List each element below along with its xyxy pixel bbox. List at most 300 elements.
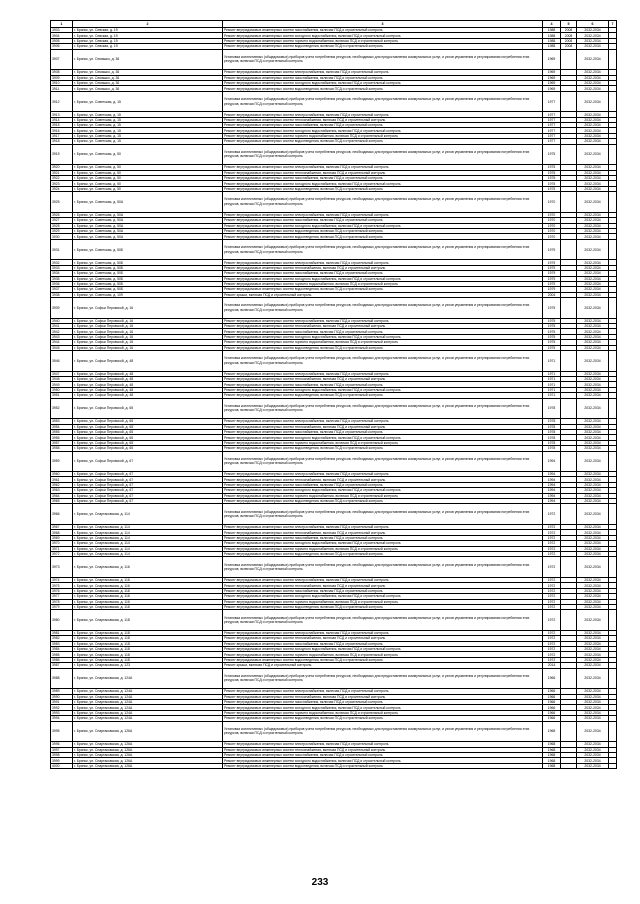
row-address: г. Брянск, ул. Софьи Перовской, д. 65 xyxy=(73,440,223,445)
row-planned-period: 2032-2034 xyxy=(577,186,609,191)
row-planned-period: 2032-2034 xyxy=(577,75,609,80)
row-year: 1994 xyxy=(543,482,561,487)
row-number: 3924 xyxy=(51,186,73,191)
row-planned-period: 2032-2034 xyxy=(577,139,609,144)
row-address: г. Брянск, ул. Спартаковская, д. 124А xyxy=(73,705,223,710)
row-address: г. Брянск, ул. Спартаковская, д. 118 xyxy=(73,657,223,662)
row-address: г. Брянск, ул. Софьи Перовской, д. 65 xyxy=(73,446,223,451)
row-number: 3972 xyxy=(51,551,73,556)
row-planned-period: 2032-2034 xyxy=(577,170,609,175)
row-work-type: Ремонт внутридомовых инженерных систем водоотведения, включая ПСД и строительный контроль xyxy=(223,86,543,91)
row-year: 1969 xyxy=(543,70,561,75)
row-number: 3910 xyxy=(51,80,73,85)
row-number: 3983 xyxy=(51,641,73,646)
row-address: г. Брянск, ул. Софьи Перовской, д. 48 xyxy=(73,351,223,372)
header-col-6: 6 xyxy=(577,21,609,28)
row-work-type: Ремонт внутридомовых инженерных систем теплоснабжения, включая ПСД и строительный контроль xyxy=(223,424,543,429)
row-planned-period: 2032-2034 xyxy=(577,583,609,588)
row-number: 3986 xyxy=(51,657,73,662)
row-extra xyxy=(609,504,617,525)
row-planned-period: 2032-2034 xyxy=(577,276,609,281)
row-work-type: Ремонт внутридомовых инженерных систем газоснабжения, включая ПСД и строительный контроль xyxy=(223,75,543,80)
row-year: 1972 xyxy=(543,551,561,556)
row-year: 1975 xyxy=(543,176,561,181)
row-year: 1988 xyxy=(543,28,561,33)
row-year: 1978 xyxy=(543,398,561,419)
row-work-type: Ремонт внутридомовых инженерных систем газоснабжения, включая ПСД и строительный контроль xyxy=(223,218,543,223)
row-work-type: Установка коллективных (общедомовых) приборов учета потребления ресурсов, необходимых для предоставления коммунальных услуг, и узлов управления и регулирования потребления этих ресурсов, включая ПСД и строительный контроль xyxy=(223,451,543,472)
row-planned-period: 2032-2034 xyxy=(577,329,609,334)
row-work-type: Ремонт внутридомовых инженерных систем теплоснабжения, включая ПСД и строительный контроль xyxy=(223,694,543,699)
row-number: 3977 xyxy=(51,594,73,599)
row-work-type: Установка коллективных (общедомовых) приборов учета потребления ресурсов, необходимых для предоставления коммунальных услуг, и узлов управления и регулирования потребления этих ресурсов, включая ПСД и строительный контроль xyxy=(223,610,543,631)
row-address: г. Брянск, ул. Советская, д. 50Б xyxy=(73,287,223,292)
row-planned-period: 2032-2034 xyxy=(577,694,609,699)
row-extra xyxy=(609,557,617,578)
row-planned-period: 2032-2034 xyxy=(577,499,609,504)
row-address: г. Брянск, ул. Советская, д. 50Б xyxy=(73,281,223,286)
row-number: 3988 xyxy=(51,668,73,689)
row-planned-period: 2032-2034 xyxy=(577,599,609,604)
row-number: 3915 xyxy=(51,123,73,128)
row-number: 3920 xyxy=(51,165,73,170)
row-year: 1975 xyxy=(543,186,561,191)
row-planned-period: 2032-2034 xyxy=(577,546,609,551)
row-planned-period: 2032-2034 xyxy=(577,281,609,286)
row-planned-period: 2032-2034 xyxy=(577,324,609,329)
row-number: 3941 xyxy=(51,324,73,329)
row-address: г. Брянск, ул. Советская, д. 50 xyxy=(73,170,223,175)
row-number: 3998 xyxy=(51,752,73,757)
row-work-type: Ремонт внутридомовых инженерных систем электроснабжения, включая ПСД и строительный контроль xyxy=(223,577,543,582)
row-address: г. Брянск, ул. Советская, д. 50Б xyxy=(73,276,223,281)
row-year: 1994 xyxy=(543,499,561,504)
row-work-type: Установка коллективных (общедомовых) приборов учета потребления ресурсов, необходимых для предоставления коммунальных услуг, и узлов управления и регулирования потребления этих ресурсов, включая ПСД и строительный контроль xyxy=(223,504,543,525)
row-year: 1971 xyxy=(543,377,561,382)
row-work-type: Установка коллективных (общедомовых) приборов учета потребления ресурсов, необходимых для предоставления коммунальных услуг, и узлов управления и регулирования потребления этих ресурсов, включая ПСД и строительный контроль xyxy=(223,351,543,372)
row-year: 1972 xyxy=(543,546,561,551)
row-address: г. Брянск, ул. Советская, д. 15 xyxy=(73,139,223,144)
row-number: 3925 xyxy=(51,192,73,213)
row-work-type: Установка коллективных (общедомовых) приборов учета потребления ресурсов, необходимых для предоставления коммунальных услуг, и узлов управления и регулирования потребления этих ресурсов, включая ПСД и строительный контроль xyxy=(223,668,543,689)
row-year: 1979 xyxy=(543,239,561,260)
row-planned-period: 2032-2034 xyxy=(577,604,609,609)
row-planned-period: 2032-2034 xyxy=(577,133,609,138)
row-address: г. Брянск, ул. Советская, д. 15 xyxy=(73,112,223,117)
row-address: г. Брянск, ул. Спартаковская, д. 124А xyxy=(73,700,223,705)
row-year: 1971 xyxy=(543,351,561,372)
row-planned-period: 2032-2034 xyxy=(577,38,609,43)
row-planned-period: 2032-2034 xyxy=(577,340,609,345)
row-planned-period: 2032-2034 xyxy=(577,742,609,747)
row-extra xyxy=(609,451,617,472)
row-number: 3957 xyxy=(51,440,73,445)
row-address: г. Брянск, ул. Софьи Перовской, д. 67 xyxy=(73,499,223,504)
row-address: г. Брянск, ул. Софьи Перовской, д. 67 xyxy=(73,493,223,498)
row-last-repair-year xyxy=(561,398,577,419)
row-work-type: Ремонт внутридомовых инженерных систем теплоснабжения, включая ПСД и строительный контроль xyxy=(223,170,543,175)
row-address: г. Брянск, ул. Спартаковская, д. 124А xyxy=(73,710,223,715)
row-planned-period: 2032-2034 xyxy=(577,298,609,319)
table-header-row xyxy=(51,21,617,28)
row-last-repair-year xyxy=(561,49,577,70)
row-address: г. Брянск, ул. Софьи Перовской, д. 16 xyxy=(73,340,223,345)
row-year: 1978 xyxy=(543,435,561,440)
row-year: 1972 xyxy=(543,588,561,593)
row-address: г. Брянск, ул. Софьи Перовской, д. 67 xyxy=(73,472,223,477)
row-work-type: Ремонт внутридомовых инженерных систем холодного водоснабжения, включая ПСД и строительный контроль xyxy=(223,334,543,339)
row-work-type: Ремонт внутридомовых инженерных систем горячего водоснабжения, включая ПСД и строительный контроль xyxy=(223,38,543,43)
row-year: 1971 xyxy=(543,382,561,387)
table-row xyxy=(51,398,617,419)
row-planned-period: 2032-2034 xyxy=(577,382,609,387)
row-work-type: Установка коллективных (общедомовых) приборов учета потребления ресурсов, необходимых для предоставления коммунальных услуг, и узлов управления и регулирования потребления этих ресурсов, включая ПСД и строительный контроль xyxy=(223,557,543,578)
row-address: г. Брянск, ул. Советская, д. 109 xyxy=(73,292,223,297)
row-year: 1972 xyxy=(543,657,561,662)
row-work-type: Ремонт внутридомовых инженерных систем электроснабжения, включая ПСД и строительный контроль xyxy=(223,70,543,75)
row-year: 1972 xyxy=(543,577,561,582)
row-address: г. Брянск, ул. Софьи Перовской, д. 65 xyxy=(73,429,223,434)
row-planned-period: 2032-2034 xyxy=(577,588,609,593)
row-number: 3954 xyxy=(51,424,73,429)
row-planned-period: 2032-2034 xyxy=(577,223,609,228)
row-planned-period: 2032-2034 xyxy=(577,636,609,641)
row-address: г. Брянск, ул. Советская, д. 50А xyxy=(73,223,223,228)
row-extra xyxy=(609,351,617,372)
row-year: 1978 xyxy=(543,440,561,445)
row-year: 1988 xyxy=(543,44,561,49)
row-number: 3922 xyxy=(51,176,73,181)
row-planned-period: 2032-2034 xyxy=(577,49,609,70)
row-planned-period: 2032-2034 xyxy=(577,758,609,763)
row-year: 1977 xyxy=(543,133,561,138)
row-number: 3982 xyxy=(51,636,73,641)
row-work-type: Ремонт внутридомовых инженерных систем электроснабжения, включая ПСД и строительный контроль xyxy=(223,165,543,170)
row-address: г. Брянск, ул. Спартаковская, д. 118 xyxy=(73,630,223,635)
row-year: 1977 xyxy=(543,112,561,117)
row-year: 1972 xyxy=(543,636,561,641)
row-planned-period: 2032-2034 xyxy=(577,477,609,482)
row-planned-period: 2032-2034 xyxy=(577,181,609,186)
row-number: 3960 xyxy=(51,472,73,477)
row-address: г. Брянск, ул. Спартаковская, д. 114 xyxy=(73,535,223,540)
row-planned-period: 2032-2034 xyxy=(577,234,609,239)
row-number: 3945 xyxy=(51,345,73,350)
row-work-type: Ремонт внутридомовых инженерных систем газоснабжения, включая ПСД и строительный контроль xyxy=(223,482,543,487)
row-number: 3912 xyxy=(51,91,73,112)
row-work-type: Ремонт внутридомовых инженерных систем газоснабжения, включая ПСД и строительный контроль xyxy=(223,535,543,540)
row-work-type: Установка коллективных (общедомовых) приборов учета потребления ресурсов, необходимых для предоставления коммунальных услуг, и узлов управления и регулирования потребления этих ресурсов, включая ПСД и строительный контроль xyxy=(223,298,543,319)
row-number: 3928 xyxy=(51,223,73,228)
document-page xyxy=(50,20,616,769)
row-address: г. Брянск, ул. Софьи Перовской, д. 48 xyxy=(73,377,223,382)
row-number: 3991 xyxy=(51,700,73,705)
row-planned-period: 2032-2034 xyxy=(577,763,609,768)
row-address: г. Брянск, ул. Советская, д. 50А xyxy=(73,228,223,233)
row-year: 1994 xyxy=(543,493,561,498)
row-work-type: Ремонт внутридомовых инженерных систем электроснабжения, включая ПСД и строительный контроль xyxy=(223,371,543,376)
row-extra xyxy=(609,763,617,768)
row-planned-period: 2032-2034 xyxy=(577,345,609,350)
row-number: 3976 xyxy=(51,588,73,593)
row-planned-period: 2032-2034 xyxy=(577,318,609,323)
row-work-type: Ремонт внутридомовых инженерных систем горячего водоснабжения, включая ПСД и строительный контроль xyxy=(223,133,543,138)
row-number: 3978 xyxy=(51,599,73,604)
row-number: 3985 xyxy=(51,652,73,657)
page-number: 233 xyxy=(311,877,329,888)
row-number: 3955 xyxy=(51,429,73,434)
row-work-type: Ремонт внутридомовых инженерных систем теплоснабжения, включая ПСД и строительный контроль xyxy=(223,377,543,382)
row-year: 1972 xyxy=(543,504,561,525)
row-year: 1975 xyxy=(543,165,561,170)
row-number: 3949 xyxy=(51,382,73,387)
row-number: 3935 xyxy=(51,276,73,281)
row-address: г. Брянск, ул. Спартаковская, д. 114 xyxy=(73,525,223,530)
row-address: г. Брянск, ул. Софьи Перовской, д. 67 xyxy=(73,488,223,493)
row-work-type: Ремонт внутридомовых инженерных систем газоснабжения, включая ПСД и строительный контроль xyxy=(223,28,543,33)
row-address: г. Брянск, ул. Софьи Перовской, д. 16 xyxy=(73,345,223,350)
row-work-type: Ремонт внутридомовых инженерных систем водоотведения, включая ПСД и строительный контроль xyxy=(223,716,543,721)
row-work-type: Ремонт внутридомовых инженерных систем газоснабжения, включая ПСД и строительный контроль xyxy=(223,382,543,387)
row-number: 3933 xyxy=(51,265,73,270)
row-work-type: Ремонт внутридомовых инженерных систем горячего водоснабжения, включая ПСД и строительный контроль xyxy=(223,493,543,498)
row-work-type: Ремонт внутридомовых инженерных систем холодного водоснабжения, включая ПСД и строительный контроль xyxy=(223,705,543,710)
row-work-type: Ремонт внутридомовых инженерных систем водоотведения, включая ПСД и строительный контроль xyxy=(223,604,543,609)
row-last-repair-year xyxy=(561,451,577,472)
row-number: 3916 xyxy=(51,128,73,133)
row-address: г. Брянск, ул. Спартаковская, д. 116 xyxy=(73,604,223,609)
row-number: 3918 xyxy=(51,139,73,144)
row-year: 1994 xyxy=(543,451,561,472)
row-year: 1972 xyxy=(543,530,561,535)
row-planned-period: 2032-2034 xyxy=(577,488,609,493)
row-extra xyxy=(609,192,617,213)
row-planned-period: 2032-2034 xyxy=(577,212,609,217)
row-extra xyxy=(609,298,617,319)
row-planned-period: 2032-2034 xyxy=(577,535,609,540)
row-address: г. Брянск, ул. Советская, д. 15 xyxy=(73,128,223,133)
row-year: 1972 xyxy=(543,535,561,540)
row-work-type: Ремонт внутридомовых инженерных систем холодного водоснабжения, включая ПСД и строительный контроль xyxy=(223,80,543,85)
row-work-type: Ремонт внутридомовых инженерных систем водоотведения, включая ПСД и строительный контроль xyxy=(223,345,543,350)
row-year: 1966 xyxy=(543,700,561,705)
row-last-repair-year xyxy=(561,192,577,213)
row-planned-period: 2032-2034 xyxy=(577,689,609,694)
row-year: 1977 xyxy=(543,128,561,133)
row-work-type: Ремонт внутридомовых инженерных систем электроснабжения, включая ПСД и строительный контроль xyxy=(223,472,543,477)
row-number: 3943 xyxy=(51,334,73,339)
table-row xyxy=(51,668,617,689)
row-number: 3999 xyxy=(51,758,73,763)
row-number: 3997 xyxy=(51,747,73,752)
row-last-repair-year xyxy=(561,144,577,165)
row-work-type: Ремонт внутридомовых инженерных систем теплоснабжения, включая ПСД и строительный контроль xyxy=(223,747,543,752)
row-work-type: Ремонт внутридомовых инженерных систем электроснабжения, включая ПСД и строительный контроль xyxy=(223,260,543,265)
row-work-type: Ремонт внутридомовых инженерных систем водоотведения, включая ПСД и строительный контроль xyxy=(223,186,543,191)
row-year: 1979 xyxy=(543,281,561,286)
row-number: 3970 xyxy=(51,541,73,546)
row-planned-period: 2032-2034 xyxy=(577,541,609,546)
row-number: 3987 xyxy=(51,663,73,668)
row-address: г. Брянск, ул. Советская, д. 50 xyxy=(73,176,223,181)
row-year: 1970 xyxy=(543,212,561,217)
row-number: 3993 xyxy=(51,710,73,715)
row-planned-period: 2032-2034 xyxy=(577,440,609,445)
capital-repair-table xyxy=(50,20,617,769)
row-last-repair-year xyxy=(561,504,577,525)
header-col-1: 1 xyxy=(51,21,73,28)
row-planned-period: 2032-2034 xyxy=(577,663,609,668)
row-planned-period: 2032-2034 xyxy=(577,557,609,578)
row-work-type: Ремонт внутридомовых инженерных систем газоснабжения, включая ПСД и строительный контроль xyxy=(223,641,543,646)
row-year: 1979 xyxy=(543,260,561,265)
row-year: 1975 xyxy=(543,144,561,165)
row-year: 1971 xyxy=(543,387,561,392)
row-number: 3995 xyxy=(51,721,73,742)
table-row xyxy=(51,504,617,525)
row-address: г. Брянск, ул. Спартаковская, д. 114 xyxy=(73,504,223,525)
row-year: 1968 xyxy=(543,721,561,742)
row-address: г. Брянск, ул. Спартаковская, д. 116 xyxy=(73,588,223,593)
row-year: 1977 xyxy=(543,123,561,128)
row-planned-period: 2032-2034 xyxy=(577,721,609,742)
row-number: 3914 xyxy=(51,117,73,122)
row-year: 1970 xyxy=(543,192,561,213)
row-address: г. Брянск, ул. Софьи Перовской, д. 48 xyxy=(73,371,223,376)
row-address: г. Брянск, ул. Спартаковская, д. 118 xyxy=(73,647,223,652)
row-planned-period: 2032-2034 xyxy=(577,472,609,477)
row-number: 3959 xyxy=(51,451,73,472)
row-work-type: Ремонт внутридомовых инженерных систем холодного водоснабжения, включая ПСД и строительный контроль xyxy=(223,541,543,546)
row-address: г. Брянск, ул. Софьи Перовской, д. 16 xyxy=(73,318,223,323)
row-year: 1972 xyxy=(543,652,561,657)
row-last-repair-year: 2008 xyxy=(561,44,577,49)
row-address: г. Брянск, ул. Софьи Перовской, д. 67 xyxy=(73,451,223,472)
row-planned-period: 2032-2034 xyxy=(577,80,609,85)
row-planned-period: 2032-2034 xyxy=(577,610,609,631)
row-work-type: Ремонт внутридомовых инженерных систем горячего водоснабжения, включая ПСД и строительный контроль xyxy=(223,281,543,286)
header-col-5: 5 xyxy=(561,21,577,28)
row-planned-period: 2032-2034 xyxy=(577,112,609,117)
row-planned-period: 2032-2034 xyxy=(577,577,609,582)
row-work-type: Ремонт внутридомовых инженерных систем холодного водоснабжения, включая ПСД и строительный контроль xyxy=(223,223,543,228)
row-work-type: Установка коллективных (общедомовых) приборов учета потребления ресурсов, необходимых для предоставления коммунальных услуг, и узлов управления и регулирования потребления этих ресурсов, включая ПСД и строительный контроль xyxy=(223,49,543,70)
row-address: г. Брянск, ул. Спартаковская, д. 114 xyxy=(73,551,223,556)
table-row xyxy=(51,610,617,631)
row-address: г. Брянск, ул. Спартаковская, д. 116 xyxy=(73,594,223,599)
row-planned-period: 2032-2034 xyxy=(577,271,609,276)
row-extra xyxy=(609,610,617,631)
row-address: г. Брянск, ул. Спартаковская, д. 124А xyxy=(73,694,223,699)
row-extra xyxy=(609,144,617,165)
row-work-type: Ремонт внутридомовых инженерных систем водоотведения, включая ПСД и строительный контроль xyxy=(223,287,543,292)
row-year: 1972 xyxy=(543,604,561,609)
header-col-4: 4 xyxy=(543,21,561,28)
row-address: г. Брянск, ул. Софьи Перовской, д. 48 xyxy=(73,387,223,392)
row-last-repair-year xyxy=(561,239,577,260)
row-number: 3974 xyxy=(51,577,73,582)
row-address: г. Брянск, ул. Спартаковская, д. 124А xyxy=(73,716,223,721)
row-address: г. Брянск, ул. Софьи Перовской, д. 16 xyxy=(73,324,223,329)
row-address: г. Брянск, ул. Софьи Перовской, д. 16 xyxy=(73,334,223,339)
row-year: 1972 xyxy=(543,641,561,646)
row-work-type: Ремонт внутридомовых инженерных систем горячего водоснабжения, включая ПСД и строительный контроль xyxy=(223,710,543,715)
row-address: г. Брянск, ул. Советская, д. 15 xyxy=(73,117,223,122)
row-planned-period: 2032-2034 xyxy=(577,218,609,223)
row-work-type: Ремонт внутридомовых инженерных систем электроснабжения, включая ПСД и строительный контроль xyxy=(223,689,543,694)
row-work-type: Ремонт внутридомовых инженерных систем холодного водоснабжения, включая ПСД и строительный контроль xyxy=(223,758,543,763)
table-row xyxy=(51,298,617,319)
row-work-type: Ремонт внутридомовых инженерных систем холодного водоснабжения, включая ПСД и строительный контроль xyxy=(223,435,543,440)
row-work-type: Ремонт внутридомовых инженерных систем газоснабжения, включая ПСД и строительный контроль xyxy=(223,176,543,181)
row-work-type: Ремонт внутридомовых инженерных систем электроснабжения, включая ПСД и строительный контроль xyxy=(223,318,543,323)
row-number: 3936 xyxy=(51,281,73,286)
row-work-type: Ремонт внутридомовых инженерных систем теплоснабжения, включая ПСД и строительный контроль xyxy=(223,583,543,588)
row-year: 1971 xyxy=(543,393,561,398)
row-address: г. Брянск, ул. Советская, д. 15 xyxy=(73,91,223,112)
row-number: 3923 xyxy=(51,181,73,186)
row-number: 3919 xyxy=(51,144,73,165)
row-planned-period: 2032-2034 xyxy=(577,44,609,49)
row-planned-period: 2032-2034 xyxy=(577,192,609,213)
row-planned-period: 2032-2034 xyxy=(577,334,609,339)
row-number: 3951 xyxy=(51,393,73,398)
row-work-type: Ремонт внутридомовых инженерных систем газоснабжения, включая ПСД и строительный контроль xyxy=(223,700,543,705)
row-address: г. Брянск, ул. Спартаковская, д. 126А xyxy=(73,752,223,757)
row-address: г. Брянск, ул. Семашко, д. 36 xyxy=(73,70,223,75)
row-year: 1978 xyxy=(543,446,561,451)
row-number: 4000 xyxy=(51,763,73,768)
row-extra xyxy=(609,721,617,742)
row-planned-period: 2032-2034 xyxy=(577,504,609,525)
row-year: 1971 xyxy=(543,371,561,376)
row-year: 1970 xyxy=(543,234,561,239)
row-work-type: Ремонт внутридомовых инженерных систем водоотведения, включая ПСД и строительный контроль xyxy=(223,393,543,398)
row-work-type: Ремонт внутридомовых инженерных систем холодного водоснабжения, включая ПСД и строительный контроль xyxy=(223,33,543,38)
row-work-type: Ремонт внутридомовых инженерных систем водоотведения, включая ПСД и строительный контроль xyxy=(223,763,543,768)
row-address: г. Брянск, ул. Спартаковская, д. 116 xyxy=(73,583,223,588)
row-address: г. Брянск, ул. Советская, д. 50А xyxy=(73,234,223,239)
row-planned-period: 2032-2034 xyxy=(577,287,609,292)
row-year: 1975 xyxy=(543,345,561,350)
row-work-type: Ремонт внутридомовых инженерных систем теплоснабжения, включая ПСД и строительный контроль xyxy=(223,530,543,535)
row-number: 3992 xyxy=(51,705,73,710)
row-year: 1975 xyxy=(543,340,561,345)
row-last-repair-year xyxy=(561,721,577,742)
row-address: г. Брянск, ул. Семашко, д. 36 xyxy=(73,75,223,80)
row-number: 3913 xyxy=(51,112,73,117)
row-address: г. Брянск, ул. Севская, д. 19 xyxy=(73,28,223,33)
row-year: 1994 xyxy=(543,477,561,482)
row-work-type: Ремонт внутридомовых инженерных систем холодного водоснабжения, включая ПСД и строительный контроль xyxy=(223,128,543,133)
row-year: 2004 xyxy=(543,292,561,297)
row-year: 1978 xyxy=(543,429,561,434)
row-address: г. Брянск, ул. Семашко, д. 36 xyxy=(73,80,223,85)
row-address: г. Брянск, ул. Спартаковская, д. 126А xyxy=(73,758,223,763)
row-planned-period: 2032-2034 xyxy=(577,165,609,170)
row-work-type: Ремонт внутридомовых инженерных систем горячего водоснабжения, включая ПСД и строительный контроль xyxy=(223,440,543,445)
row-number: 3980 xyxy=(51,610,73,631)
row-year: 1979 xyxy=(543,276,561,281)
table-row xyxy=(51,144,617,165)
row-work-type: Ремонт внутридомовых инженерных систем электроснабжения, включая ПСД и строительный контроль xyxy=(223,112,543,117)
table-row xyxy=(51,351,617,372)
row-work-type: Установка коллективных (общедомовых) приборов учета потребления ресурсов, необходимых для предоставления коммунальных услуг, и узлов управления и регулирования потребления этих ресурсов, включая ПСД и строительный контроль xyxy=(223,144,543,165)
row-work-type: Установка коллективных (общедомовых) приборов учета потребления ресурсов, необходимых для предоставления коммунальных услуг, и узлов управления и регулирования потребления этих ресурсов, включая ПСД и строительный контроль xyxy=(223,91,543,112)
row-number: 3911 xyxy=(51,86,73,91)
row-year: 1972 xyxy=(543,541,561,546)
row-address: г. Брянск, ул. Советская, д. 50А xyxy=(73,212,223,217)
